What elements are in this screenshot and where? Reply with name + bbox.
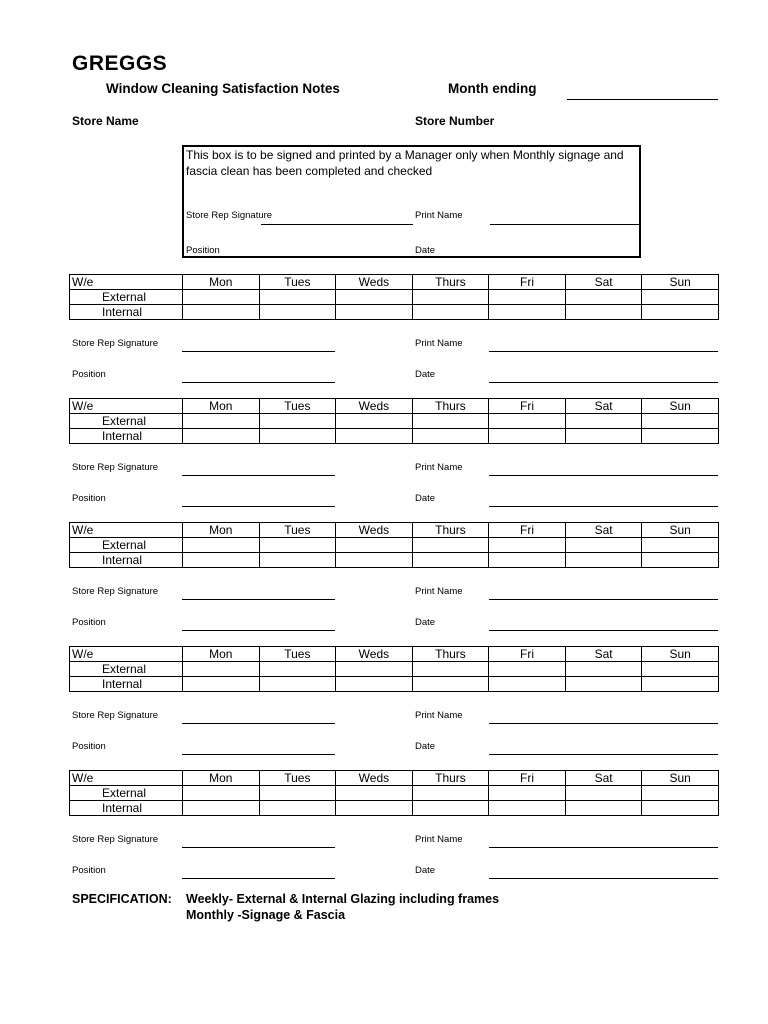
- store-rep-signature-field[interactable]: [182, 351, 335, 352]
- check-cell[interactable]: [489, 553, 566, 568]
- manager-note: This box is to be signed and printed by a Manager only when Monthly signage and fascia clean has been completed and checked: [186, 148, 624, 178]
- table-row: [70, 801, 719, 816]
- check-cell[interactable]: [183, 538, 260, 553]
- store-rep-signature-field[interactable]: [182, 723, 335, 724]
- day-header: Fri: [489, 399, 566, 414]
- store-rep-signature-field[interactable]: [182, 599, 335, 600]
- check-cell[interactable]: [642, 677, 719, 692]
- row-label: External: [70, 538, 183, 553]
- store-rep-signature-label: Store Rep Signature: [72, 462, 159, 473]
- manager-store-rep-signature-label: Store Rep Signature: [186, 210, 273, 221]
- manager-date-label: Date: [415, 245, 436, 256]
- day-header: Weds: [336, 399, 413, 414]
- day-header: Sat: [565, 771, 642, 786]
- day-header: Sun: [642, 275, 719, 290]
- check-cell[interactable]: [565, 429, 642, 444]
- month-ending-label: Month ending: [448, 81, 537, 96]
- position-label: Position: [72, 493, 106, 504]
- check-cell[interactable]: [336, 429, 413, 444]
- specification-weekly: Weekly- External & Internal Glazing including frames: [186, 892, 500, 906]
- day-header: Thurs: [412, 647, 489, 662]
- check-cell[interactable]: [259, 290, 336, 305]
- row-label: Internal: [70, 553, 183, 568]
- check-cell[interactable]: [336, 677, 413, 692]
- week-ending-cell[interactable]: W/e: [70, 771, 183, 786]
- check-cell[interactable]: [336, 305, 413, 320]
- print-name-field[interactable]: [489, 723, 718, 724]
- table-row: [70, 553, 719, 568]
- print-name-field[interactable]: [489, 847, 718, 848]
- check-cell[interactable]: [183, 801, 260, 816]
- day-header: Thurs: [412, 523, 489, 538]
- week-ending-cell[interactable]: W/e: [70, 523, 183, 538]
- day-header: Sun: [642, 771, 719, 786]
- table-row: [70, 414, 719, 429]
- check-cell[interactable]: [336, 290, 413, 305]
- position-label: Position: [72, 741, 106, 752]
- print-name-label: Print Name: [415, 462, 463, 473]
- manager-signoff-box: [182, 145, 641, 258]
- position-label: Position: [72, 617, 106, 628]
- check-cell[interactable]: [565, 414, 642, 429]
- check-cell[interactable]: [412, 538, 489, 553]
- check-cell[interactable]: [412, 305, 489, 320]
- check-cell[interactable]: [183, 290, 260, 305]
- check-cell[interactable]: [412, 429, 489, 444]
- day-header: Weds: [336, 647, 413, 662]
- check-cell[interactable]: [183, 553, 260, 568]
- day-header: Mon: [183, 647, 260, 662]
- check-cell[interactable]: [259, 414, 336, 429]
- row-label: External: [70, 414, 183, 429]
- row-label: Internal: [70, 677, 183, 692]
- date-field[interactable]: [489, 878, 718, 879]
- check-cell[interactable]: [259, 553, 336, 568]
- day-header: Fri: [489, 523, 566, 538]
- day-header: Tues: [259, 771, 336, 786]
- check-cell[interactable]: [642, 305, 719, 320]
- position-field[interactable]: [182, 506, 335, 507]
- check-cell[interactable]: [183, 305, 260, 320]
- check-cell[interactable]: [412, 290, 489, 305]
- specification-monthly: Monthly -Signage & Fascia: [186, 908, 346, 922]
- check-cell[interactable]: [259, 677, 336, 692]
- day-header: Sat: [565, 399, 642, 414]
- check-cell[interactable]: [642, 801, 719, 816]
- day-header: Fri: [489, 771, 566, 786]
- store-rep-signature-label: Store Rep Signature: [72, 710, 159, 721]
- week-ending-cell[interactable]: W/e: [70, 399, 183, 414]
- table-row: [70, 305, 719, 320]
- check-cell[interactable]: [642, 290, 719, 305]
- row-label: External: [70, 290, 183, 305]
- day-header: Weds: [336, 523, 413, 538]
- day-header: Sun: [642, 647, 719, 662]
- row-label: External: [70, 786, 183, 801]
- check-cell[interactable]: [489, 662, 566, 677]
- store-rep-signature-label: Store Rep Signature: [72, 338, 159, 349]
- row-label: Internal: [70, 305, 183, 320]
- store-rep-signature-label: Store Rep Signature: [72, 834, 159, 845]
- check-cell[interactable]: [183, 429, 260, 444]
- day-header: Mon: [183, 771, 260, 786]
- print-name-field[interactable]: [489, 599, 718, 600]
- check-cell[interactable]: [183, 662, 260, 677]
- store-rep-signature-field[interactable]: [182, 847, 335, 848]
- check-cell[interactable]: [565, 677, 642, 692]
- week-table-1: [69, 274, 719, 320]
- day-header: Fri: [489, 275, 566, 290]
- check-cell[interactable]: [412, 553, 489, 568]
- date-field[interactable]: [489, 754, 718, 755]
- check-cell[interactable]: [642, 538, 719, 553]
- check-cell[interactable]: [642, 662, 719, 677]
- check-cell[interactable]: [489, 414, 566, 429]
- check-cell[interactable]: [565, 305, 642, 320]
- day-header: Sat: [565, 275, 642, 290]
- check-cell[interactable]: [259, 786, 336, 801]
- check-cell[interactable]: [259, 662, 336, 677]
- manager-print-name-field[interactable]: [490, 224, 640, 225]
- date-field[interactable]: [489, 506, 718, 507]
- check-cell[interactable]: [259, 801, 336, 816]
- day-header: Sat: [565, 523, 642, 538]
- manager-position-label: Position: [186, 245, 220, 256]
- print-name-field[interactable]: [489, 475, 718, 476]
- date-label: Date: [415, 493, 436, 504]
- check-cell[interactable]: [642, 553, 719, 568]
- day-header: Tues: [259, 399, 336, 414]
- date-field[interactable]: [489, 382, 718, 383]
- form-title: Window Cleaning Satisfaction Notes: [106, 81, 340, 96]
- check-cell[interactable]: [565, 786, 642, 801]
- week-table-2: [69, 398, 719, 444]
- month-ending-field[interactable]: [567, 99, 718, 100]
- table-row: [70, 290, 719, 305]
- check-cell[interactable]: [412, 414, 489, 429]
- day-header: Sun: [642, 523, 719, 538]
- manager-print-name-label: Print Name: [415, 210, 463, 221]
- table-row: [70, 677, 719, 692]
- week-ending-cell[interactable]: W/e: [70, 275, 183, 290]
- check-cell[interactable]: [489, 786, 566, 801]
- check-cell[interactable]: [259, 305, 336, 320]
- position-field[interactable]: [182, 382, 335, 383]
- position-field[interactable]: [182, 878, 335, 879]
- row-label: Internal: [70, 801, 183, 816]
- check-cell[interactable]: [336, 553, 413, 568]
- check-cell[interactable]: [565, 538, 642, 553]
- day-header: Sun: [642, 399, 719, 414]
- day-header: Tues: [259, 275, 336, 290]
- date-label: Date: [415, 369, 436, 380]
- check-cell[interactable]: [489, 429, 566, 444]
- check-cell[interactable]: [489, 538, 566, 553]
- week-ending-cell[interactable]: W/e: [70, 647, 183, 662]
- check-cell[interactable]: [336, 662, 413, 677]
- day-header: Thurs: [412, 771, 489, 786]
- week-table-4: [69, 646, 719, 692]
- check-cell[interactable]: [565, 290, 642, 305]
- date-label: Date: [415, 741, 436, 752]
- check-cell[interactable]: [336, 786, 413, 801]
- store-rep-signature-label: Store Rep Signature: [72, 586, 159, 597]
- day-header: Thurs: [412, 275, 489, 290]
- check-cell[interactable]: [412, 677, 489, 692]
- store-rep-signature-field[interactable]: [182, 475, 335, 476]
- day-header: Mon: [183, 399, 260, 414]
- check-cell[interactable]: [412, 662, 489, 677]
- position-label: Position: [72, 865, 106, 876]
- check-cell[interactable]: [259, 429, 336, 444]
- day-header: Weds: [336, 771, 413, 786]
- table-row: [70, 538, 719, 553]
- day-header: Mon: [183, 275, 260, 290]
- check-cell[interactable]: [183, 414, 260, 429]
- week-table-3: [69, 522, 719, 568]
- day-header: Mon: [183, 523, 260, 538]
- day-header: Fri: [489, 647, 566, 662]
- date-field[interactable]: [489, 630, 718, 631]
- day-header: Thurs: [412, 399, 489, 414]
- check-cell[interactable]: [489, 801, 566, 816]
- row-label: External: [70, 662, 183, 677]
- day-header: Tues: [259, 647, 336, 662]
- table-row: [70, 662, 719, 677]
- day-header: Weds: [336, 275, 413, 290]
- check-cell[interactable]: [565, 662, 642, 677]
- check-cell[interactable]: [183, 786, 260, 801]
- position-label: Position: [72, 369, 106, 380]
- check-cell[interactable]: [642, 414, 719, 429]
- print-name-field[interactable]: [489, 351, 718, 352]
- check-cell[interactable]: [489, 677, 566, 692]
- date-label: Date: [415, 865, 436, 876]
- day-header: Sat: [565, 647, 642, 662]
- check-cell[interactable]: [489, 290, 566, 305]
- check-cell[interactable]: [642, 429, 719, 444]
- check-cell[interactable]: [336, 801, 413, 816]
- week-table-5: [69, 770, 719, 816]
- date-label: Date: [415, 617, 436, 628]
- check-cell[interactable]: [642, 786, 719, 801]
- position-field[interactable]: [182, 630, 335, 631]
- check-cell[interactable]: [336, 414, 413, 429]
- check-cell[interactable]: [489, 305, 566, 320]
- print-name-label: Print Name: [415, 710, 463, 721]
- print-name-label: Print Name: [415, 834, 463, 845]
- row-label: Internal: [70, 429, 183, 444]
- check-cell[interactable]: [183, 677, 260, 692]
- specification-label: SPECIFICATION:: [72, 892, 172, 906]
- print-name-label: Print Name: [415, 338, 463, 349]
- check-cell[interactable]: [412, 801, 489, 816]
- table-row: [70, 786, 719, 801]
- check-cell[interactable]: [259, 538, 336, 553]
- check-cell[interactable]: [336, 538, 413, 553]
- check-cell[interactable]: [565, 553, 642, 568]
- store-number-label: Store Number: [415, 114, 495, 128]
- manager-store-rep-signature-field[interactable]: [261, 224, 413, 225]
- brand-title: GREGGS: [72, 52, 168, 75]
- check-cell[interactable]: [565, 801, 642, 816]
- day-header: Tues: [259, 523, 336, 538]
- print-name-label: Print Name: [415, 586, 463, 597]
- table-row: [70, 429, 719, 444]
- check-cell[interactable]: [412, 786, 489, 801]
- position-field[interactable]: [182, 754, 335, 755]
- store-name-label: Store Name: [72, 114, 139, 128]
